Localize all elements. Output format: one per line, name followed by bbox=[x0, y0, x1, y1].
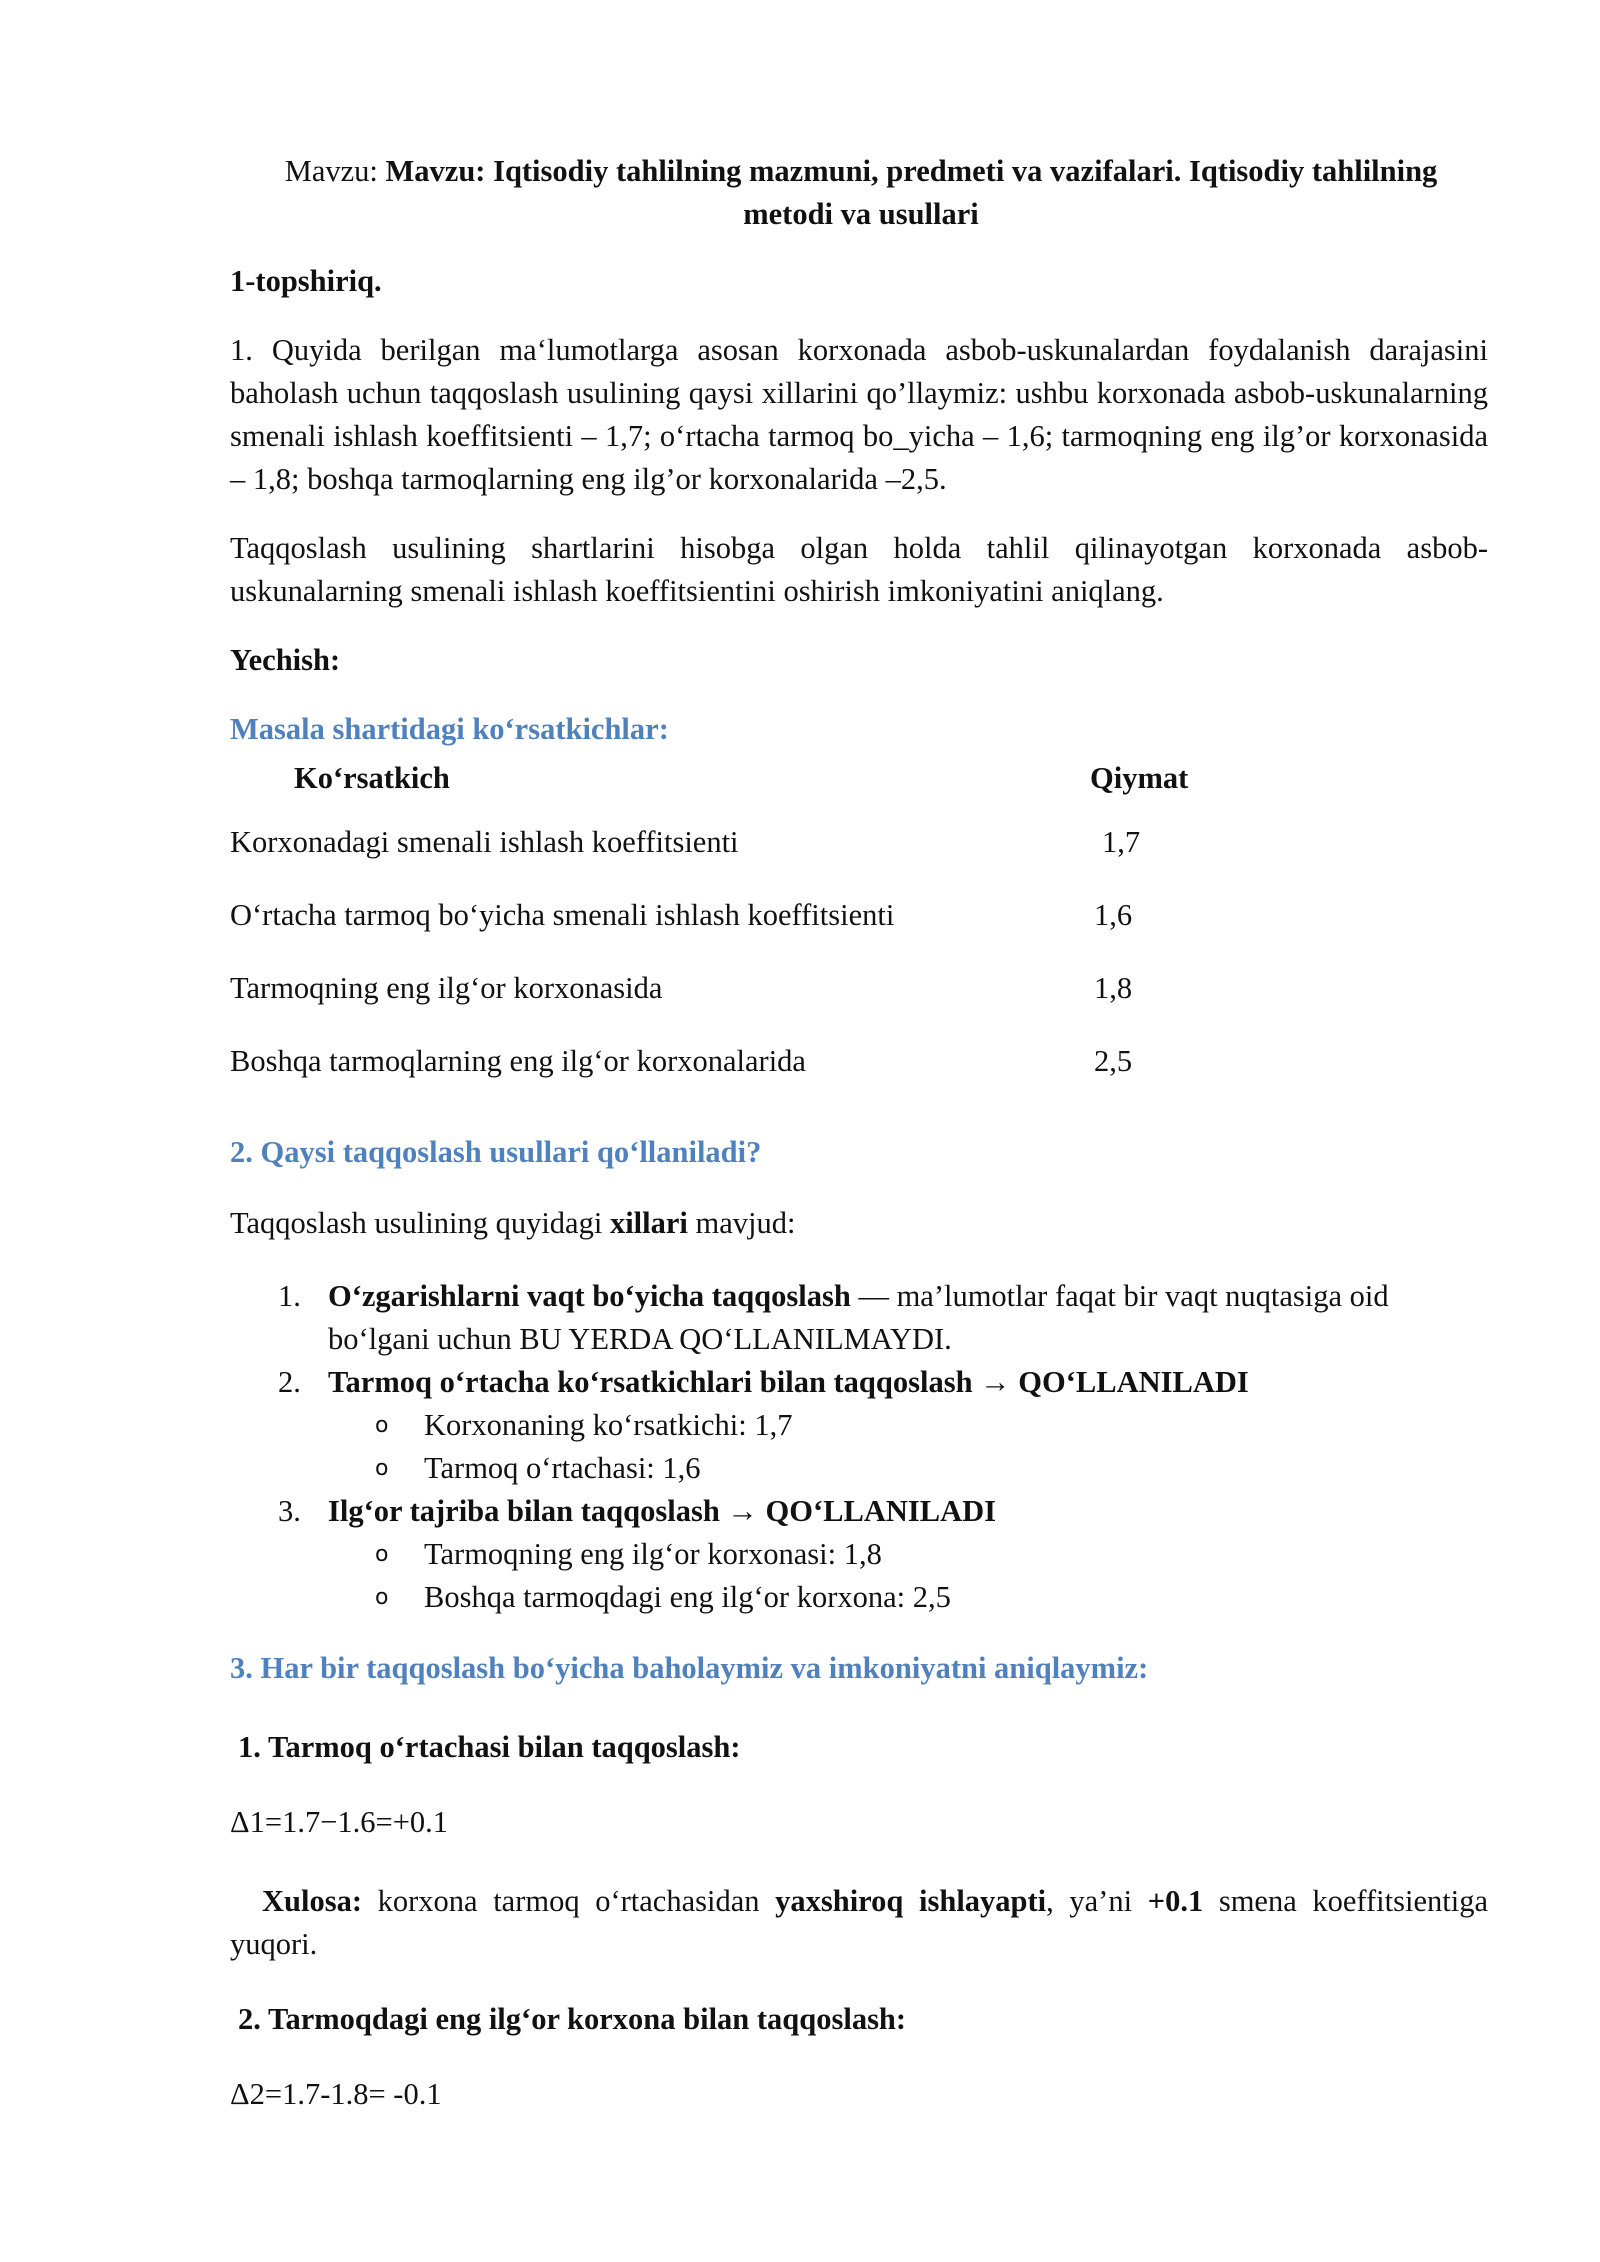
list-item-number: 1. bbox=[278, 1279, 301, 1313]
intro-text-after: mavjud: bbox=[687, 1206, 796, 1240]
list-item bbox=[230, 1361, 1488, 1404]
conclusion-text: korxona tarmoq oʻrtachasidan bbox=[362, 1884, 776, 1918]
title-bold-line2: metodi va usullari bbox=[743, 197, 979, 231]
list-item-bold: Oʻzgarishlarni vaqt boʻyicha taqqoslash bbox=[328, 1279, 851, 1313]
sub2-heading: 2. Tarmoqdagi eng ilgʻor korxona bilan taqqoslash: bbox=[238, 2002, 907, 2036]
title-bold-line1: Mavzu: Iqtisodiy tahlilning mazmuni, predmeti va vazifalari. Iqtisodiy tahlilning bbox=[385, 154, 1438, 188]
table-cell-value: 1,8 bbox=[1094, 971, 1133, 1005]
list-item-number: 3. bbox=[278, 1494, 301, 1528]
task-paragraph: 1. Quyida berilgan maʻlumotlarga asosan korxonada asbob-uskunalardan foydalanish darajasini baholash uchun taqqoslash usulining qaysi xillarini qo’llaymiz: ushbu korxonada asbob-uskunalarning smenali ishlash koeffitsienti – 1,7; oʻrtacha tarmoq bo_yicha – 1,6; tarmoqning eng ilg’or korxonasida – 1,8; boshqa tarmoqlarning eng ilg’or korxonalarida –2,5. bbox=[230, 333, 1488, 496]
bullet-icon: o bbox=[375, 1585, 389, 1610]
title-prefix: Mavzu: bbox=[284, 154, 386, 188]
section1-heading: Masala shartidagi koʻrsatkichlar: bbox=[230, 712, 669, 746]
intro-text-before: Taqqoslash usulining quyidagi bbox=[230, 1206, 610, 1240]
bullet-icon: o bbox=[375, 1456, 389, 1481]
conclusion-paragraph bbox=[230, 1880, 1488, 1966]
conclusion-text: smena koeffitsientiga yuqori. bbox=[230, 1884, 1488, 1961]
sub1-formula: Δ1=1.7−1.6=+0.1 bbox=[230, 1805, 449, 1839]
sub-list-item-text: Boshqa tarmoqdagi eng ilgʻor korxona: 2,5 bbox=[424, 1580, 951, 1614]
sub-list-item-text: Tarmoqning eng ilgʻor korxonasi: 1,8 bbox=[424, 1537, 882, 1571]
section3-heading: 3. Har bir taqqoslash boʻyicha baholaymiz va imkoniyatni aniqlaymiz: bbox=[230, 1651, 1149, 1685]
sub-list-item bbox=[230, 1447, 1488, 1490]
list-item-bold: Ilgʻor tajriba bilan taqqoslash → QOʻLLANILADI bbox=[328, 1494, 997, 1528]
table-row bbox=[230, 821, 1188, 894]
table-cell-indicator: Oʻrtacha tarmoq boʻyicha smenali ishlash koeffitsienti bbox=[230, 898, 895, 932]
conclusion-label: Xulosa: bbox=[262, 1884, 362, 1918]
intro-text-bold: xillari bbox=[609, 1206, 688, 1240]
section2-heading: 2. Qaysi taqqoslash usullari qoʻllaniladi? bbox=[230, 1135, 762, 1169]
task-paragraph-2: Taqqoslash usulining shartlarini hisobga olgan holda tahlil qilinayotgan korxonada asbob-uskunalarning smenali ishlash koeffitsientini oshirish imkoniyatini aniqlang. bbox=[230, 531, 1488, 608]
table-cell-value: 2,5 bbox=[1094, 1044, 1133, 1078]
table-cell-value: 1,7 bbox=[1102, 825, 1141, 859]
table-header-row bbox=[230, 757, 1188, 821]
bullet-icon: o bbox=[375, 1542, 389, 1567]
list-item-number: 2. bbox=[278, 1365, 301, 1399]
section2-intro bbox=[230, 1202, 1488, 1245]
list-item-text: — ma’lumotlar faqat bir vaqt nuqtasiga oid boʻlgani uchun BU YERDA QOʻLLANILMAYDI. bbox=[328, 1279, 1389, 1356]
list-item bbox=[230, 1490, 1488, 1533]
conclusion-bold-value: +0.1 bbox=[1147, 1884, 1204, 1918]
table-cell-indicator: Boshqa tarmoqlarning eng ilgʻor korxonalarida bbox=[230, 1044, 806, 1078]
document-body bbox=[230, 150, 1488, 2116]
conclusion-bold: yaxshiroq ishlayapti bbox=[775, 1884, 1047, 1918]
table-header-value: Qiymat bbox=[1090, 761, 1189, 795]
sub-list-item-text: Korxonaning koʻrsatkichi: 1,7 bbox=[424, 1408, 793, 1442]
bullet-icon: o bbox=[375, 1413, 389, 1438]
table-cell-indicator: Tarmoqning eng ilgʻor korxonasida bbox=[230, 971, 663, 1005]
comparison-methods-list bbox=[230, 1275, 1488, 1619]
list-item-bold: Tarmoq oʻrtacha koʻrsatkichlari bilan taqqoslash → QOʻLLANILADI bbox=[328, 1365, 1249, 1399]
conclusion-text: , ya’ni bbox=[1046, 1884, 1148, 1918]
sub-list-item bbox=[230, 1533, 1488, 1576]
solution-label: Yechish: bbox=[230, 643, 341, 677]
table-row bbox=[230, 967, 1188, 1040]
sub-list-item bbox=[230, 1576, 1488, 1619]
table-row bbox=[230, 1040, 1188, 1113]
list-item bbox=[230, 1275, 1488, 1361]
table-row bbox=[230, 894, 1188, 967]
sub1-heading: 1. Tarmoq oʻrtachasi bilan taqqoslash: bbox=[238, 1730, 741, 1764]
sub-list-item-text: Tarmoq oʻrtachasi: 1,6 bbox=[424, 1451, 701, 1485]
table-cell-indicator: Korxonadagi smenali ishlash koeffitsienti bbox=[230, 825, 739, 859]
table-cell-value: 1,6 bbox=[1094, 898, 1133, 932]
indicators-table bbox=[230, 757, 1188, 1113]
sub-list-item bbox=[230, 1404, 1488, 1447]
sub2-formula: Δ2=1.7-1.8= -0.1 bbox=[230, 2077, 442, 2111]
document-title bbox=[234, 150, 1488, 236]
table-header-indicator: Koʻrsatkich bbox=[294, 761, 450, 795]
task-heading: 1-topshiriq. bbox=[230, 264, 382, 298]
